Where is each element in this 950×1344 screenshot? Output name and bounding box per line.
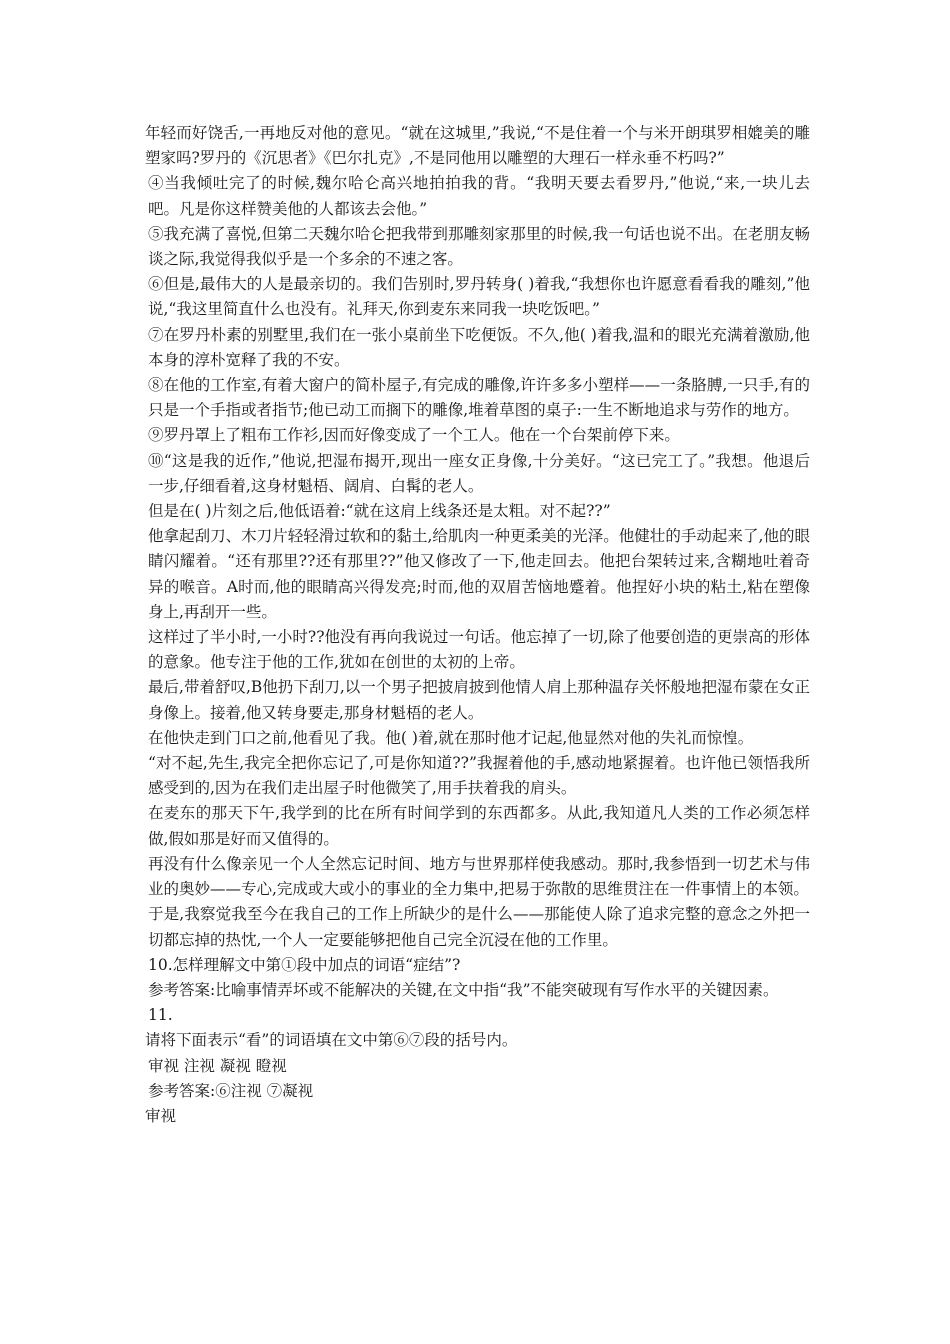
paragraph-3-continued: 年轻而好饶舌,一再地反对他的意见。“就在这城里,”我说,“不是住着一个与米开朗琪罗相媲美的雕塑家吗?罗丹的《沉思者》《巴尔扎克》,不是同他用以雕塑的大理石一样永垂不朽吗?” — [145, 124, 810, 168]
paragraph-9: ⑨罗丹罩上了粗布工作衫,因而好像变成了一个工人。他在一个台架前停下来。 — [148, 426, 680, 445]
paragraph-5: ⑤我充满了喜悦,但第二天魏尔哈仑把我带到那雕刻家那里的时候,我一句话也说不出。在老朋友畅谈之际,我觉得我似乎是一个多余的不速之客。 — [148, 224, 810, 269]
paragraph-10-f: 在他快走到门口之前,他看见了我。他( )着,就在那时他才记起,他显然对他的失礼而惊惶。 — [148, 728, 754, 747]
question-11: 请将下面表示“看”的词语填在文中第⑥⑦段的括号内。 — [145, 1031, 518, 1050]
document-body — [145, 121, 810, 1129]
answer-10: 参考答案:比喻事情弄坏或不能解决的关键,在文中指“我”不能突破现有写作水平的关键因素。 — [148, 980, 779, 999]
paragraph-10-d: 这样过了半小时,一小时??他没有再向我说过一句话。他忘掉了一切,除了他要创造的更崇高的形体的意象。他专注于他的工作,犹如在创世的太初的上帝。 — [148, 628, 810, 672]
paragraph-10-i: 再没有什么像亲见一个人全然忘记时间、地方与世界那样使我感动。那时,我参悟到一切艺术与伟业的奥妙——专心,完成或大或小的事业的全力集中,把易于弥散的思维贯注在一件事情上的本领。 — [148, 854, 810, 899]
paragraph-10-b: 但是在( )片刻之后,他低语着:“就在这肩上线条还是太粗。对不起??” — [148, 502, 611, 521]
answer-11: 参考答案:⑥注视 ⑦凝视 — [148, 1081, 314, 1100]
question-11-options: 审视 注视 凝视 瞪视 — [148, 1056, 287, 1075]
paragraph-10-j: 于是,我察觉我至今在我自己的工作上所缺少的是什么——那能使人除了追求完整的意念之外把一切都忘掉的热忱,一个人一定要能够把他自己完全沉浸在他的工作里。 — [148, 905, 810, 949]
paragraph-10-e: 最后,带着舒叹,B他扔下刮刀,以一个男子把披肩披到他情人肩上那种温存关怀般地把湿布蒙在女正身像上。接着,他又转身要走,那身材魁梧的老人。 — [148, 678, 810, 722]
paragraph-10-g: “对不起,先生,我完全把你忘记了,可是你知道??”我握着他的手,感动地紧握着。也许他已领悟我所感受到的,因为在我们走出屋子时他微笑了,用手扶着我的肩头。 — [148, 754, 810, 798]
paragraph-10: ⑩“这是我的近作,”他说,把湿布揭开,现出一座女正身像,十分美好。“这已完工了。”我想。他退后一步,仔细看着,这身材魁梧、阔肩、白髯的老人。 — [148, 451, 810, 495]
question-11-number: 11. — [148, 1006, 173, 1025]
paragraph-4: ④当我倾吐完了的时候,魏尔哈仑高兴地拍拍我的背。“我明天要去看罗丹,”他说,“来,一块儿去吧。凡是你这样赞美他的人都该去会他。” — [148, 174, 810, 218]
answer-11-continued: 审视 — [145, 1106, 177, 1125]
paragraph-6: ⑥但是,最伟大的人是最亲切的。我们告别时,罗丹转身( )着我,“我想你也许愿意看看我的雕刻,”他说,“我这里简直什么也没有。礼拜天,你到麦东来同我一块吃饭吧。” — [148, 275, 810, 319]
question-10: 10.怎样理解文中第①段中加点的词语“症结”? — [148, 955, 461, 974]
paragraph-10-h: 在麦东的那天下午,我学到的比在所有时间学到的东西都多。从此,我知道凡人类的工作必须怎样做,假如那是好而又值得的。 — [148, 804, 810, 848]
paragraph-10-c: 他拿起刮刀、木刀片轻轻滑过软和的黏土,给肌肉一种更柔美的光泽。他健壮的手动起来了,他的眼睛闪耀着。“还有那里??还有那里??”他又修改了一下,他走回去。他把台架转过来,含糊地吐着奇异的喉音。A时而,他的眼睛高兴得发亮;时而,他的双眉苦恼地蹙着。他捏好小块的粘土,粘在塑像身上,再刮开一些。 — [148, 527, 810, 621]
paragraph-8: ⑧在他的工作室,有着大窗户的简朴屋子,有完成的雕像,许许多多小塑样——一条胳膊,一只手,有的只是一个手指或者指节;他已动工而搁下的雕像,堆着草图的桌子:一生不断地追求与劳作的地方。 — [148, 376, 810, 420]
paragraph-7: ⑦在罗丹朴素的别墅里,我们在一张小桌前坐下吃便饭。不久,他( )着我,温和的眼光充满着激励,他本身的淳朴宽释了我的不安。 — [148, 325, 810, 369]
